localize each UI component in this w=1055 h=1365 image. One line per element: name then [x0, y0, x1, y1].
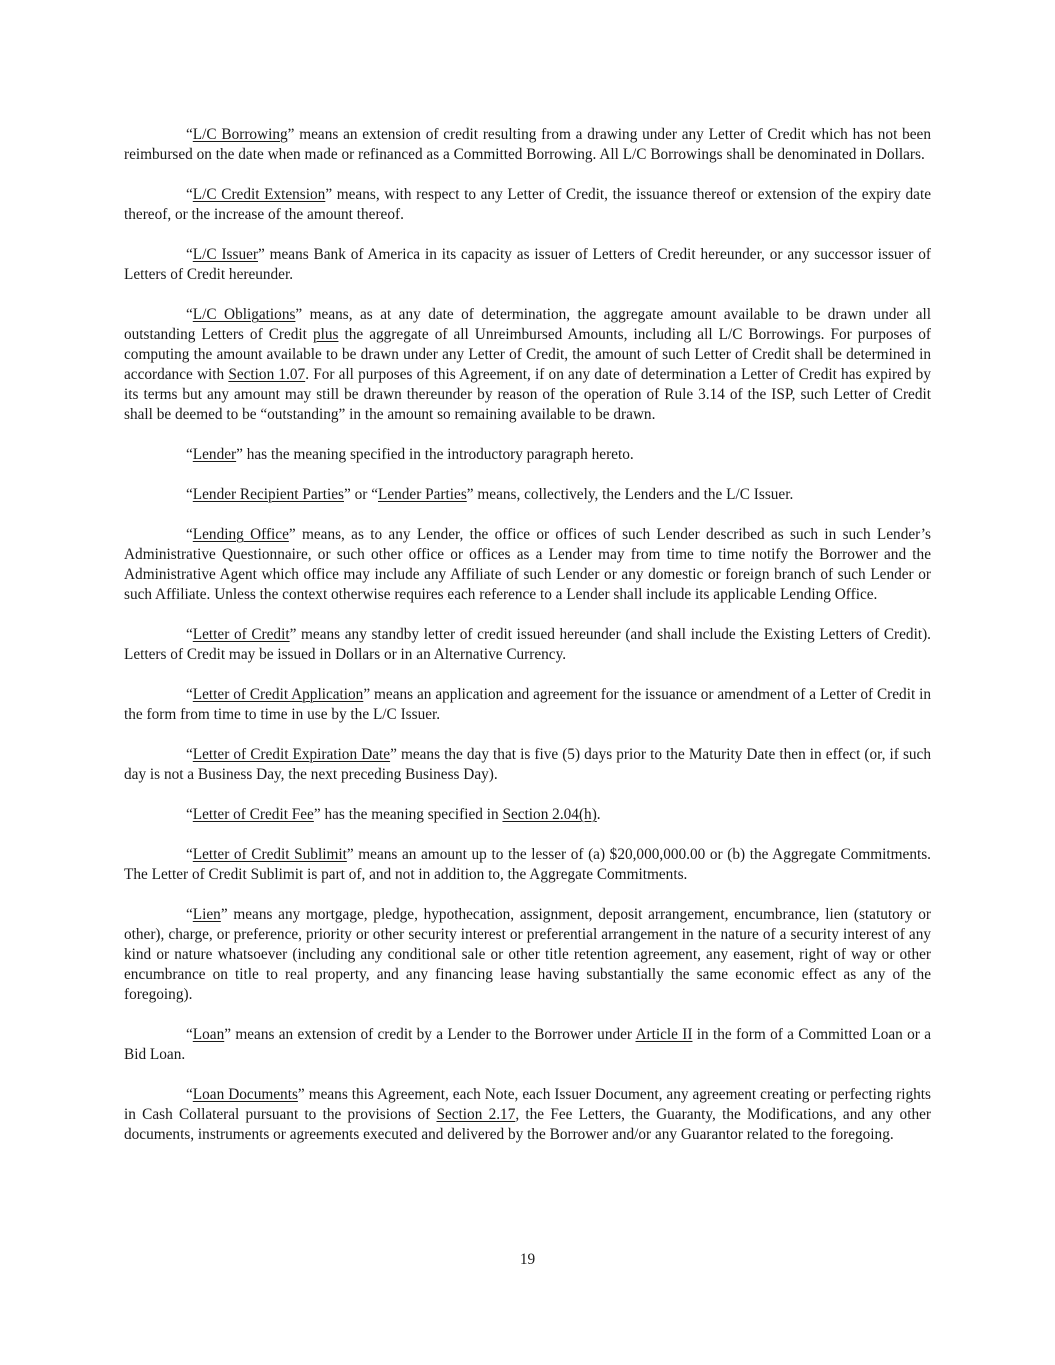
defined-term: Lender Recipient Parties — [192, 486, 345, 503]
defined-term: L/C Issuer — [192, 246, 258, 263]
cross-reference: Section 1.07 — [228, 366, 306, 383]
definition-text: ” means the day that is five (5) days prior to the Maturity Date then in effect (or, if such day is not a Business Day, the next preceding Business Day). — [124, 746, 931, 783]
definition-text: . — [596, 806, 601, 823]
definition-text: ” means, with respect to any Letter of Credit, the issuance thereof or extension of the expiry date thereof, or the increase of the amount thereof. — [124, 186, 931, 223]
definition-text: ” means Bank of America in its capacity as issuer of Letters of Credit hereunder, or any successor issuer of Letters of Credit hereunder. — [124, 246, 931, 283]
definition-text: ” means, collectively, the Lenders and the L/C Issuer. — [466, 486, 794, 503]
definition-text: ” means an extension of credit by a Lender to the Borrower under — [224, 1026, 636, 1043]
definition-text: ” means this Agreement, each Note, each Issuer Document, any agreement creating or perfecting rights in Cash Collateral pursuant to the provisions of — [124, 1086, 931, 1123]
defined-term: Lien — [192, 906, 221, 923]
definition-text: ” means an extension of credit resulting from a drawing under any Letter of Credit which has not been reimbursed on the date when made or refinanced as a Committed Borrowing. All L/C Borrowings shall be denominated in Dollars. — [124, 126, 931, 163]
definition-lien — [124, 905, 931, 1005]
definition-text: “ — [186, 1026, 193, 1043]
definition-text: ” means any standby letter of credit issued hereunder (and shall include the Existing Letters of Credit). Letters of Credit may be issued in Dollars or in an Alternative Currency. — [124, 626, 931, 663]
definition-text: “ — [186, 246, 193, 263]
definition-lc-issuer — [124, 245, 931, 285]
defined-term: Lender — [192, 446, 237, 463]
definition-text: “ — [186, 746, 193, 763]
cross-reference: Article II — [635, 1026, 693, 1043]
definition-text: ” means, as at any date of determination, the aggregate amount available to be drawn under all outstanding Letters of Credit — [124, 306, 931, 343]
definition-text: in the form of a Committed Loan or a Bid Loan. — [124, 1026, 931, 1063]
definition-text: “ — [186, 526, 193, 543]
page-number: 19 — [519, 1251, 536, 1268]
definition-text: ” means an amount up to the lesser of (a) $20,000,000.00 or (b) the Aggregate Commitments. The Letter of Credit Sublimit is part of, and not in addition to, the Aggregate Commitments. — [124, 846, 932, 883]
definition-text: . For all purposes of this Agreement, if on any date of determination a Letter of Credit has expired by its terms but any amount may still be drawn thereunder by reason of the operation of Rule 3.14 of the ISP, such Letter of Credit shall be deemed to be “outstanding” in the amount so remaining available to be drawn. — [124, 366, 931, 423]
definition-lender — [124, 445, 931, 465]
definition-text: the aggregate of all Unreimbursed Amounts, including all L/C Borrowings. For purposes of computing the amount available to be drawn under any Letter of Credit, the amount of such Letter of Credit shall be determined in accordance with — [124, 326, 931, 383]
defined-term: Loan — [192, 1026, 225, 1043]
definition-text: “ — [186, 626, 193, 643]
defined-term: Letter of Credit Expiration Date — [192, 746, 391, 763]
definition-text: “ — [186, 126, 193, 143]
defined-term: Letter of Credit Fee — [192, 806, 314, 823]
definition-text: ” or “ — [344, 486, 378, 503]
definition-letter-of-credit-application — [124, 685, 931, 725]
definition-text: ” has the meaning specified in the introductory paragraph hereto. — [236, 446, 634, 463]
definition-letter-of-credit-sublimit — [124, 845, 931, 885]
definition-text: “ — [186, 306, 193, 323]
definition-text: ” has the meaning specified in — [313, 806, 503, 823]
definition-text: ” means, as to any Lender, the office or offices of such Lender described as such in such Lender’s Administrative Questionnaire, or such other office or offices as a Lender may from time to time notify the Borrower and the Administrative Agent which office may include any Affiliate of such Lender or any domestic or foreign branch of such Lender or such Affiliate. Unless the context otherwise requires each reference to a Lender shall include its applicable Lending Office. — [124, 526, 932, 603]
definition-text: “ — [186, 906, 193, 923]
document-page — [124, 125, 931, 1165]
defined-term: Lending Office — [192, 526, 289, 543]
definition-lc-borrowing — [124, 125, 931, 165]
definition-lending-office — [124, 525, 931, 605]
defined-term: Lender Parties — [378, 486, 467, 503]
definition-text: “ — [186, 186, 193, 203]
definition-text: “ — [186, 686, 193, 703]
definition-text: “ — [186, 806, 193, 823]
definition-text: “ — [186, 486, 193, 503]
definition-loan — [124, 1025, 931, 1065]
definition-loan-documents — [124, 1085, 931, 1145]
definition-text: “ — [186, 1086, 193, 1103]
defined-term: Letter of Credit Sublimit — [192, 846, 347, 863]
defined-term: Loan Documents — [192, 1086, 298, 1103]
definition-lender-recipient-parties — [124, 485, 931, 505]
definition-text: “ — [186, 846, 193, 863]
defined-term: L/C Credit Extension — [192, 186, 326, 203]
definition-text: , the Fee Letters, the Guaranty, the Modifications, and any other documents, instruments or agreements executed and delivered by the Borrower and/or any Guarantor related to the foregoing. — [124, 1106, 931, 1143]
definition-letter-of-credit-expiration-date — [124, 745, 931, 785]
defined-term: L/C Obligations — [192, 306, 296, 323]
defined-term: Letter of Credit — [192, 626, 290, 643]
defined-term: plus — [312, 326, 339, 343]
definition-lc-obligations — [124, 305, 931, 425]
definition-letter-of-credit — [124, 625, 931, 665]
definition-text: ” means any mortgage, pledge, hypothecation, assignment, deposit arrangement, encumbrance, lien (statutory or other), charge, or preference, priority or other security interest or preferential arrangement in the nature of a security interest of any kind or nature whatsoever (including any conditional sale or other title retention agreement, any easement, right of way or other encumbrance on title to real property, and any financing lease having substantially the same economic effect as any of the foregoing). — [124, 906, 931, 1003]
definition-letter-of-credit-fee — [124, 805, 931, 825]
definition-text: ” means an application and agreement for the issuance or amendment of a Letter of Credit in the form from time to time in use by the L/C Issuer. — [124, 686, 931, 723]
defined-term: Letter of Credit Application — [192, 686, 364, 703]
cross-reference: Section 2.04(h) — [502, 806, 597, 823]
definition-text: “ — [186, 446, 193, 463]
cross-reference: Section 2.17 — [436, 1106, 516, 1123]
definition-lc-credit-extension — [124, 185, 931, 225]
defined-term: L/C Borrowing — [192, 126, 288, 143]
